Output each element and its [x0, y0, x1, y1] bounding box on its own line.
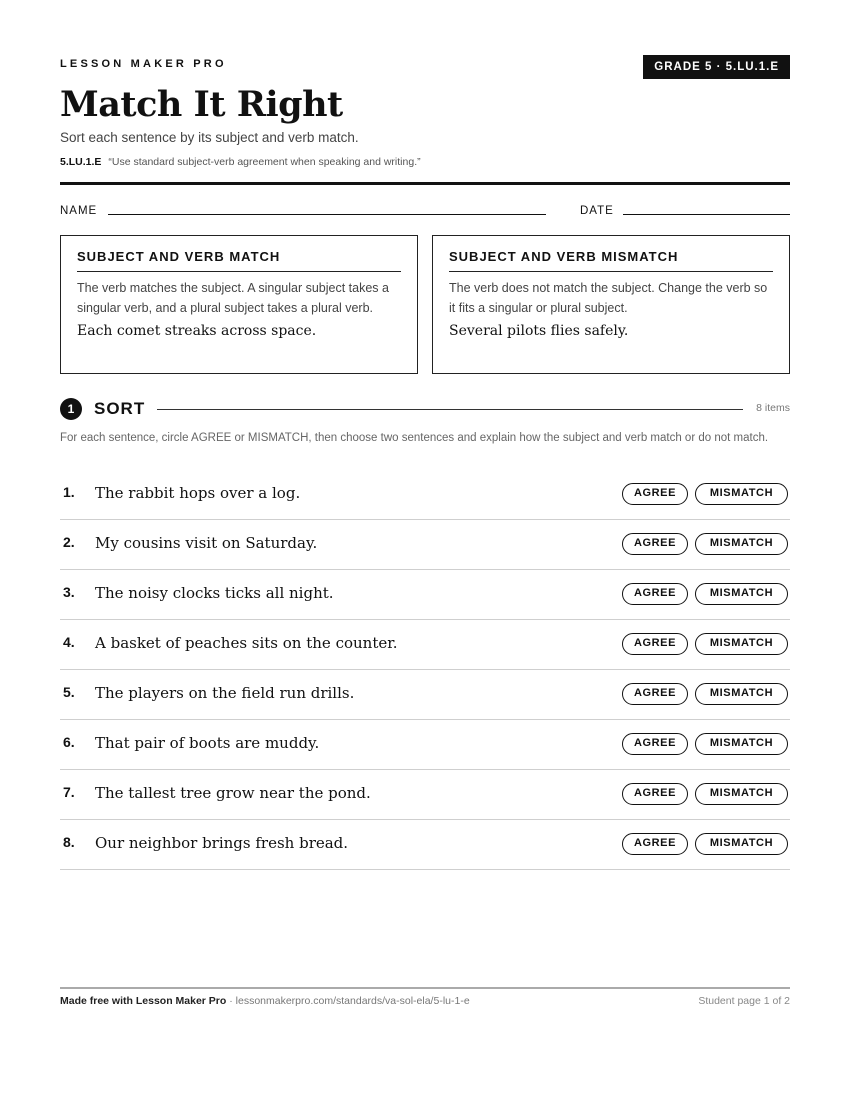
match-definition-box: [60, 235, 418, 374]
list-item: [60, 570, 790, 620]
section-item-count: 8 items: [756, 402, 790, 414]
mismatch-box-example: Several pilots flies safely.: [449, 323, 629, 339]
item-number: 2.: [63, 534, 75, 550]
item-sentence: The noisy clocks ticks all night.: [95, 584, 334, 602]
mismatch-choice[interactable]: MISMATCH: [695, 583, 788, 605]
date-label: DATE: [580, 205, 614, 217]
agree-choice[interactable]: AGREE: [622, 633, 688, 655]
agree-choice[interactable]: AGREE: [622, 583, 688, 605]
mismatch-choice[interactable]: MISMATCH: [695, 533, 788, 555]
item-number: 6.: [63, 734, 75, 750]
brand-name: LESSON MAKER PRO: [60, 58, 227, 70]
item-sentence: The tallest tree grow near the pond.: [95, 784, 371, 802]
worksheet-page: [60, 0, 790, 1100]
page-subtitle: Sort each sentence by its subject and verb match.: [60, 130, 359, 145]
item-sentence: The players on the field run drills.: [95, 684, 355, 702]
list-item: [60, 520, 790, 570]
page-title: Match It Right: [60, 84, 343, 125]
footer-credit: [60, 995, 470, 1007]
item-number: 8.: [63, 834, 75, 850]
mismatch-choice[interactable]: MISMATCH: [695, 783, 788, 805]
footer-url[interactable]: · lessonmakerpro.com/standards/va-sol-ela/5-lu-1-e: [226, 995, 470, 1007]
match-box-example: Each comet streaks across space.: [77, 323, 317, 339]
standard-line: [60, 156, 421, 168]
mismatch-box-description: The verb does not match the subject. Change the verb so it fits a singular or plural subject.: [449, 281, 768, 315]
agree-choice[interactable]: AGREE: [622, 733, 688, 755]
list-item: [60, 770, 790, 820]
footer-made-with: Made free with Lesson Maker Pro: [60, 995, 227, 1007]
list-item: [60, 670, 790, 720]
item-number: 3.: [63, 584, 75, 600]
item-sentence: Our neighbor brings fresh bread.: [95, 834, 349, 852]
sentence-list: [60, 470, 790, 870]
footer-divider: [60, 987, 790, 989]
header-divider: [60, 182, 790, 185]
item-number: 4.: [63, 634, 75, 650]
list-item: [60, 720, 790, 770]
mismatch-definition-box: [432, 235, 790, 374]
mismatch-box-heading: SUBJECT AND VERB MISMATCH: [449, 249, 773, 272]
section-title: SORT: [94, 399, 146, 418]
grade-badge: GRADE 5 · 5.LU.1.E: [643, 55, 790, 79]
list-item: [60, 620, 790, 670]
list-item: [60, 820, 790, 870]
agree-choice[interactable]: AGREE: [622, 783, 688, 805]
mismatch-choice[interactable]: MISMATCH: [695, 833, 788, 855]
mismatch-choice[interactable]: MISMATCH: [695, 733, 788, 755]
item-sentence: The rabbit hops over a log.: [95, 484, 301, 502]
mismatch-choice[interactable]: MISMATCH: [695, 683, 788, 705]
item-sentence: That pair of boots are muddy.: [95, 734, 320, 752]
date-field[interactable]: [623, 214, 790, 215]
mismatch-choice[interactable]: MISMATCH: [695, 633, 788, 655]
item-sentence: A basket of peaches sits on the counter.: [95, 634, 398, 652]
agree-choice[interactable]: AGREE: [622, 683, 688, 705]
item-number: 1.: [63, 484, 75, 500]
item-sentence: My cousins visit on Saturday.: [95, 534, 318, 552]
mismatch-choice[interactable]: MISMATCH: [695, 483, 788, 505]
match-box-heading: SUBJECT AND VERB MATCH: [77, 249, 401, 272]
name-label: NAME: [60, 205, 98, 217]
standard-code: 5.LU.1.E: [60, 156, 102, 168]
standard-quote: “Use standard subject-verb agreement when speaking and writing.”: [108, 156, 421, 168]
item-number: 5.: [63, 684, 75, 700]
name-field[interactable]: [108, 214, 546, 215]
footer-page-number: Student page 1 of 2: [698, 995, 790, 1007]
agree-choice[interactable]: AGREE: [622, 483, 688, 505]
item-number: 7.: [63, 784, 75, 800]
agree-choice[interactable]: AGREE: [622, 833, 688, 855]
match-box-description: The verb matches the subject. A singular subject takes a singular verb, and a plural subject takes a plural verb.: [77, 281, 389, 315]
section-instructions: For each sentence, circle AGREE or MISMATCH, then choose two sentences and explain how the subject and verb match or do not match.: [60, 432, 769, 444]
section-number-badge: 1: [60, 398, 82, 420]
list-item: [60, 470, 790, 520]
agree-choice[interactable]: AGREE: [622, 533, 688, 555]
section-divider: [157, 409, 743, 410]
